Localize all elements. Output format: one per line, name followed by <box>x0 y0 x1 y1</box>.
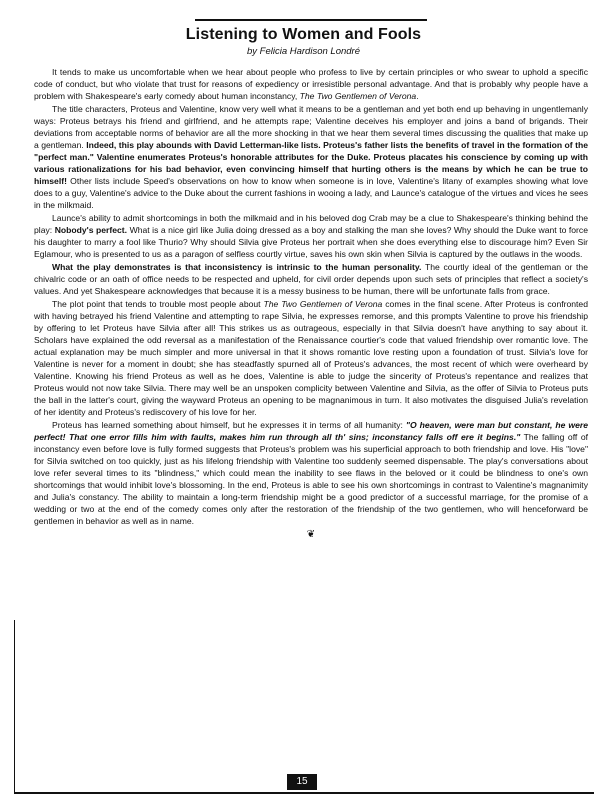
article-byline: by Felicia Hardison Londré <box>246 46 360 57</box>
quotation: "O heaven, were man but constant, he were perfect! That one error fills him with faults, makes him run through all th' sins; inconstancy falls off ere it begins." <box>34 420 588 442</box>
article-title: Listening to Women and Fools <box>185 26 422 43</box>
bottom-rule <box>14 792 594 794</box>
paragraph-3: Launce's ability to admit shortcomings in both the milkmaid and in his beloved dog Crab may be a clue to Shakespeare's thinking behind the play: Nobody's perfect. What is a nice girl like Julia doing dressed as a boy and stalking the man she loves? Why should the Duke want to force his daughter to marry a fool like Thurio? Why should Silvia give Proteus her portrait when she does everything else to discourage him? Even Sir Eglamour, who is presented to us as a paragon of selfless courtly virtue, saves his own skin when Silvia is captured by the outlaws in the woods. <box>34 213 588 259</box>
bold-passage: Indeed, this play abounds with David Letterman-like lists. Proteus's father lists the benefits of travel in the formation of the "perfect man." Valentine enumerates Proteus's honorable attributes for the Duke. Proteus placates his conscience by coming up with various rationalizations for his bad behavior, even convincing himself that hurting others is the means by which he can be true to himself! <box>34 140 588 186</box>
article-body <box>34 66 588 541</box>
top-rule <box>195 19 427 21</box>
page-number: 15 <box>287 774 317 790</box>
play-title: The Two Gentlemen of Verona <box>299 91 417 101</box>
bold-passage: Nobody's perfect. <box>54 225 128 235</box>
fleuron-icon: ❦ <box>306 529 316 540</box>
left-margin-rule <box>14 620 15 792</box>
play-title: The Two Gentlemen of Verona <box>263 299 383 309</box>
paragraph-4: What the play demonstrates is that inconsistency is intrinsic to the human personality. The courtly ideal of the gentleman or the chivalric code or an oath of office needs to be respected and upheld, for civil order depends upon such sets of principles that reflect a society's values. And yet Shakespeare acknowledges that because it is a messy business to be human, there will be unfortunate falls from grace. <box>34 262 588 296</box>
paragraph-5: The plot point that tends to trouble most people about The Two Gentlemen of Verona comes in the final scene. After Proteus is confronted with having betrayed his friend Valentine and attempting to rape Silvia, he expresses remorse, and this prompts Valentine to prove his friendship by offering to let Proteus have Silvia after all! This strikes us as outrageous, especially in that Silvia doesn't have anything to say about it. Scholars have explained the odd reversal as a manifestation of the Renaissance courtier's code that valued friendship over romantic love. The actual explanation may be much simpler and more universal in that it shows romantic love resting upon a foundation of trust. Silvia's love for Valentine is never for a moment in doubt; she has steadfastly spurned all of Proteus's advances, the most recent of which were overheard by Valentine. Knowing his friend Proteus as well as he does, Valentine is able to judge the sincerity of Proteus's repentance and realizes that Proteus would not now take Silvia. There may well be an unspoken complicity between Valentine and Silvia, as the offer of Silvia to Proteus puts the ball in the latter's court, giving the wayward Proteus an opening to be magnanimous in turn. It also motivates the disguised Julia's revelation of her identity and Proteus's rediscovery of his love for her. <box>34 299 588 417</box>
paragraph-1: It tends to make us uncomfortable when we hear about people who profess to live by certain principles or who swear to uphold a specific code of conduct, but who violate that trust for reasons of expediency or irresistible personal advantage. And that is probably why people have a problem with Shakespeare's early comedy about human inconstancy, The Two Gentlemen of Verona. <box>34 67 588 101</box>
bold-passage: What the play demonstrates is that inconsistency is intrinsic to the human personality. <box>52 262 422 272</box>
paragraph-2: The title characters, Proteus and Valentine, know very well what it means to be a gentleman and yet both end up behaving in ungentlemanly ways: Proteus betrays his friend and girlfriend, and he attempts rape; Valentine deceives his employer and joins a band of brigands. Their deviations from acceptable norms of behavior are all the more shocking in that we hear them several times discussing the qualities that make up a gentleman. Indeed, this play abounds with David Letterman-like lists. Proteus's father lists the benefits of travel in the formation of the "perfect man." Valentine enumerates Proteus's honorable attributes for the Duke. Proteus placates his conscience by coming up with various rationalizations for his bad behavior, even convincing himself that hurting others is the means by which he can be true to himself! Other lists include Speed's observations on how to know when someone is in love, Valentine's litany of examples showing what love does to a guy, Valentine's advice to the Duke about the current fashions in wooing a lady, and Launce's catalogue of the virtues and vices he sees in the milkmaid. <box>34 104 588 210</box>
paragraph-6: Proteus has learned something about himself, but he expresses it in terms of all humanity: "O heaven, were man but constant, he were perfect! That one error fills him with faults, makes him run through all th' sins; inconstancy falls off ere it begins." The falling off of inconstancy even before love is fully formed suggests that Proteus's problem was his superficial approach to both friendship and love. His "love" for Silvia switched on too quickly, just as his lifelong friendship with Valentine too suddenly seemed dispensable. The play's conversations about love refer several times to its "blindness," which could mean the inability to see flaws in the beloved or it could be blindness to one's own shortcomings that would inhibit love's blossoming. In the end, Proteus is able to see his own shortcomings in contrast to Valentine's magnanimity and Julia's constancy. The ability to maintain a long-term friendship might be a good predictor of a successful marriage, for the promise of a wedding or two at the end of the comedy comes only after the restoration of the friendship of the two gentlemen, who will henceforward be gentlemen in behavior as well as in name. <box>34 420 588 526</box>
